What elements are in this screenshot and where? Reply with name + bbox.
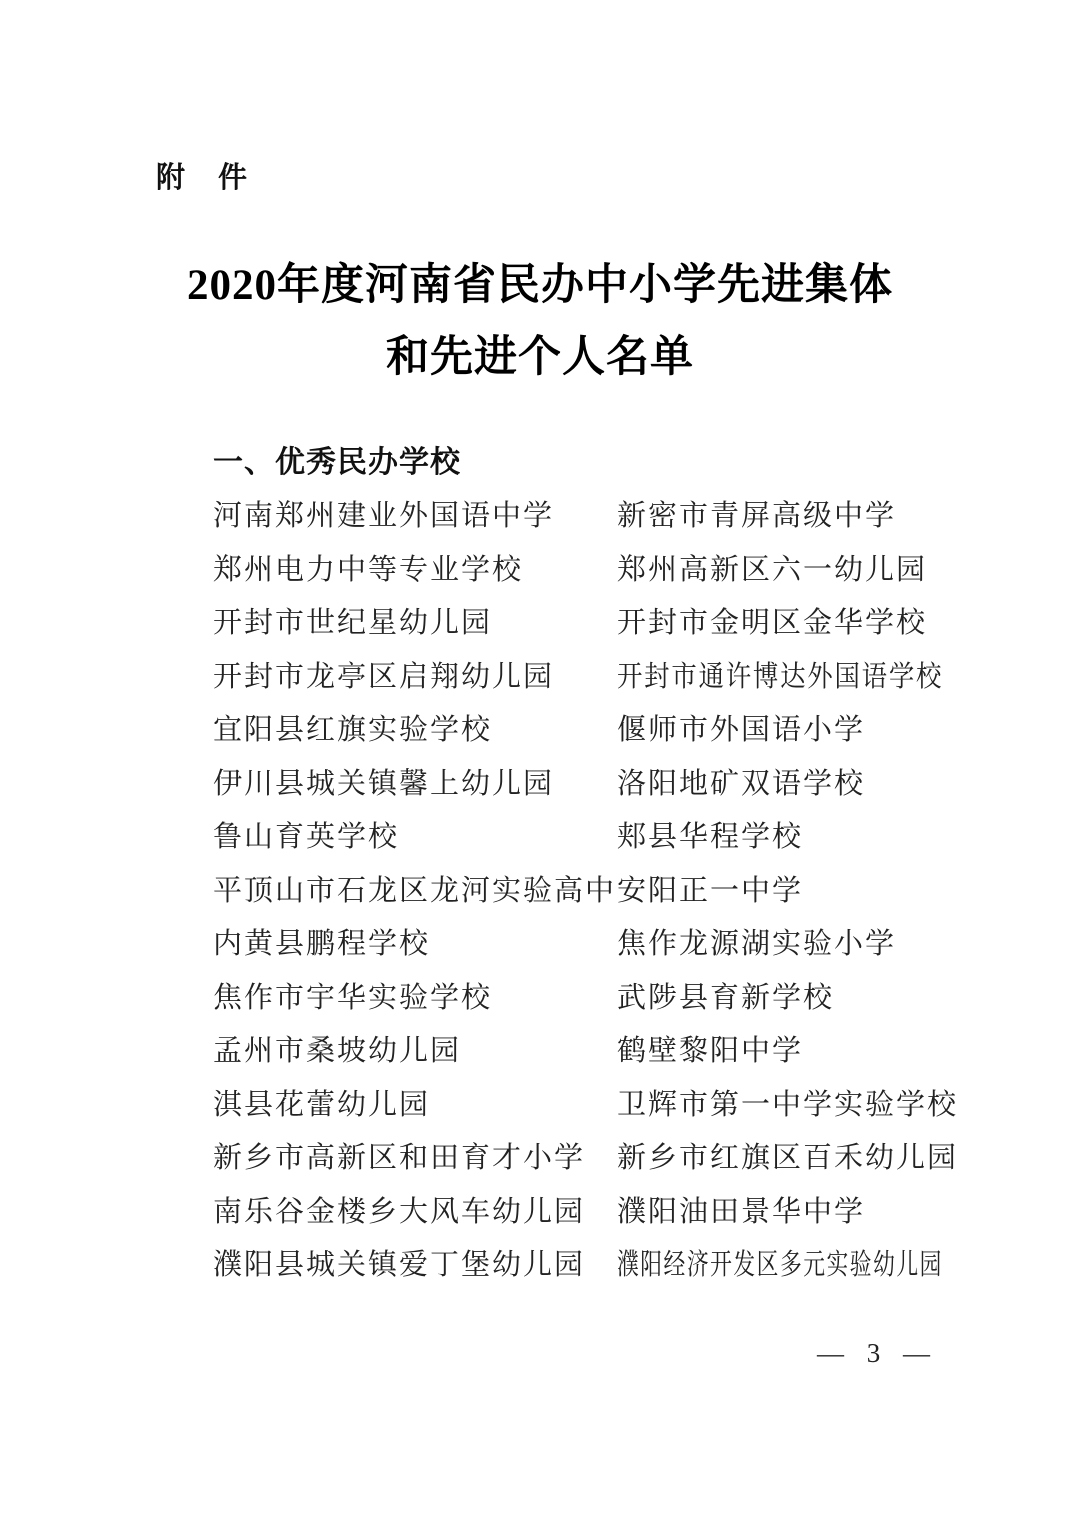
school-name: 郑州高新区六一幼儿园 [617,553,928,586]
attachment-label: 附 件 [156,162,250,194]
school-name: 濮阳县城关镇爱丁堡幼儿园 [213,1249,586,1282]
page-number: — 3 — [817,1338,932,1368]
school-list [213,487,959,1290]
school-name: 濮阳油田景华中学 [617,1195,866,1228]
list-row [213,1076,959,1130]
school-name: 开封市龙亭区启翔幼儿园 [213,660,555,693]
school-name: 偃师市外国语小学 [617,714,866,747]
document-title-line1: 2020年度河南省民办中小学先进集体 [187,262,893,309]
list-row [213,969,937,1023]
document-title [130,250,950,394]
list-row [213,541,937,595]
list-row [213,1183,937,1237]
school-name: 武陟县育新学校 [617,981,835,1014]
school-name: 开封市通许博达外国语学校 [617,660,944,693]
list-row [213,487,937,541]
school-name: 洛阳地矿双语学校 [617,767,866,800]
school-name: 焦作市宇华实验学校 [213,981,493,1014]
list-row [213,808,937,862]
list-row [213,755,937,809]
list-row [213,1022,937,1076]
list-row [213,1236,943,1290]
school-name: 焦作龙源湖实验小学 [617,928,897,961]
list-row [213,701,937,755]
school-name: 开封市金明区金华学校 [617,607,928,640]
school-name: 郑州电力中等专业学校 [213,553,524,586]
list-row [213,594,937,648]
school-name: 鲁山育英学校 [213,821,400,854]
school-name: 新乡市红旗区百禾幼儿园 [617,1142,959,1175]
list-row [213,1129,959,1183]
school-name: 河南郑州建业外国语中学 [213,500,555,533]
school-name: 宜阳县红旗实验学校 [213,714,493,747]
document-title-line2: 和先进个人名单 [386,334,694,381]
school-name: 平顶山市石龙区龙河实验高中 [213,874,617,907]
list-row [213,915,937,969]
school-name: 开封市世纪星幼儿园 [213,607,493,640]
list-row [213,648,944,702]
school-name: 安阳正一中学 [617,874,804,907]
school-name: 孟州市桑坡幼儿园 [213,1035,462,1068]
school-name: 郏县华程学校 [617,821,804,854]
school-name: 鹤壁黎阳中学 [617,1035,804,1068]
school-name: 淇县花蕾幼儿园 [213,1088,431,1121]
section-heading: 一、优秀民办学校 [213,446,461,479]
school-name: 新乡市高新区和田育才小学 [213,1142,586,1175]
school-name: 伊川县城关镇馨上幼儿园 [213,767,555,800]
school-name: 内黄县鹏程学校 [213,928,431,961]
school-name: 卫辉市第一中学实验学校 [617,1088,959,1121]
school-name: 南乐谷金楼乡大风车幼儿园 [213,1195,586,1228]
school-name: 濮阳经济开发区多元实验幼儿园 [617,1249,943,1282]
list-row [213,862,937,916]
school-name: 新密市青屏高级中学 [617,500,897,533]
